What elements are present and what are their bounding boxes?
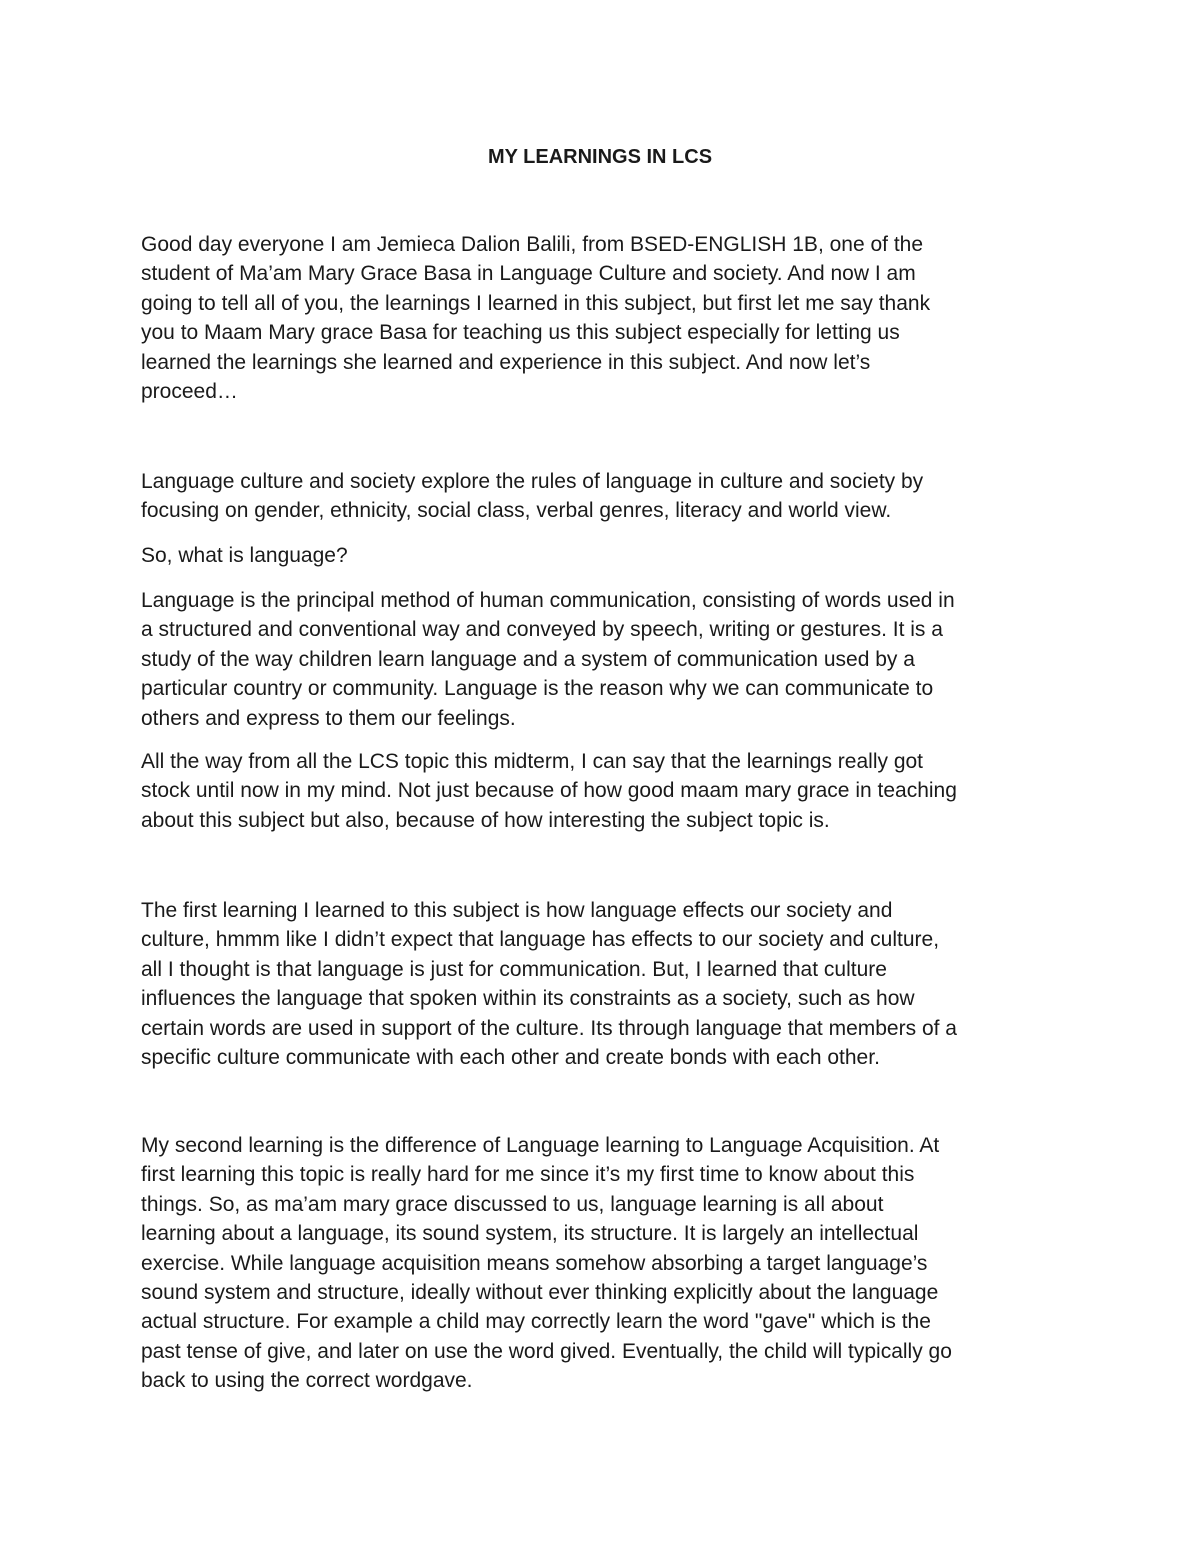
text-line: The first learning I learned to this subject is how language effects our society and (141, 899, 893, 922)
text-line: about this subject but also, because of how interesting the subject topic is. (141, 808, 830, 832)
text-line: all I thought is that language is just for communication. But, I learned that culture (141, 957, 887, 981)
text-line: proceed… (141, 380, 238, 404)
text-line: Language is the principal method of human communication, consisting of words used in (141, 589, 955, 612)
paragraph-introduction (141, 230, 1071, 406)
text-line: learning about a language, its sound system, its structure. It is largely an intellectual (141, 1222, 919, 1246)
text-line: focusing on gender, ethnicity, social class, verbal genres, literacy and world view. (141, 499, 892, 523)
text-line: actual structure. For example a child may correctly learn the word "gave" which is the (141, 1310, 931, 1334)
text-line: sound system and structure, ideally without ever thinking explicitly about the language (141, 1281, 939, 1305)
paragraph-question (141, 541, 1071, 570)
text-line: stock until now in my mind. Not just because of how good maam mary grace in teaching (141, 779, 957, 803)
text-line: student of Ma’am Mary Grace Basa in Language Culture and society. And now I am (141, 262, 916, 286)
text-line: So, what is language? (141, 544, 348, 567)
text-line: influences the language that spoken within its constraints as a society, such as how (141, 987, 915, 1011)
text-line: you to Maam Mary grace Basa for teaching us this subject especially for letting us (141, 321, 900, 345)
text-line: study of the way children learn language and a system of communication used by a (141, 647, 915, 671)
text-line: All the way from all the LCS topic this midterm, I can say that the learnings really got (141, 750, 924, 773)
text-line: Language culture and society explore the rules of language in culture and society by (141, 470, 924, 493)
text-line: back to using the correct wordgave. (141, 1369, 473, 1393)
text-line: specific culture communicate with each other and create bonds with each other. (141, 1046, 880, 1070)
text-line: a structured and conventional way and conveyed by speech, writing or gestures. It is a (141, 618, 943, 642)
text-line: others and express to them our feelings. (141, 706, 516, 730)
text-line: going to tell all of you, the learnings I learned in this subject, but first let me say thank (141, 291, 931, 315)
text-line: past tense of give, and later on use the word gived. Eventually, the child will typically go (141, 1339, 952, 1363)
paragraph-lcs-definition (141, 467, 1071, 526)
text-line: exercise. While language acquisition means somehow absorbing a target language’s (141, 1251, 928, 1275)
text-line: first learning this topic is really hard for me since it’s my first time to know about this (141, 1163, 915, 1187)
paragraph-first-learning (141, 896, 1071, 1072)
text-line: particular country or community. Language is the reason why we can communicate to (141, 677, 934, 701)
text-line: learned the learnings she learned and experience in this subject. And now let’s (141, 350, 871, 374)
text-line: culture, hmmm like I didn’t expect that language has effects to our society and culture, (141, 928, 940, 952)
text-line: My second learning is the difference of Language learning to Language Acquisition. At (141, 1134, 940, 1157)
document-title: MY LEARNINGS IN LCS (487, 146, 713, 168)
text-line: certain words are used in support of the culture. Its through language that members of a (141, 1016, 957, 1040)
paragraph-language-definition (141, 586, 1071, 733)
paragraph-midterm-reflection (141, 747, 1071, 835)
paragraph-second-learning (141, 1131, 1071, 1396)
text-line: things. So, as ma’am mary grace discussed to us, language learning is all about (141, 1192, 884, 1216)
text-line: Good day everyone I am Jemieca Dalion Balili, from BSED-ENGLISH 1B, one of the (141, 233, 924, 256)
